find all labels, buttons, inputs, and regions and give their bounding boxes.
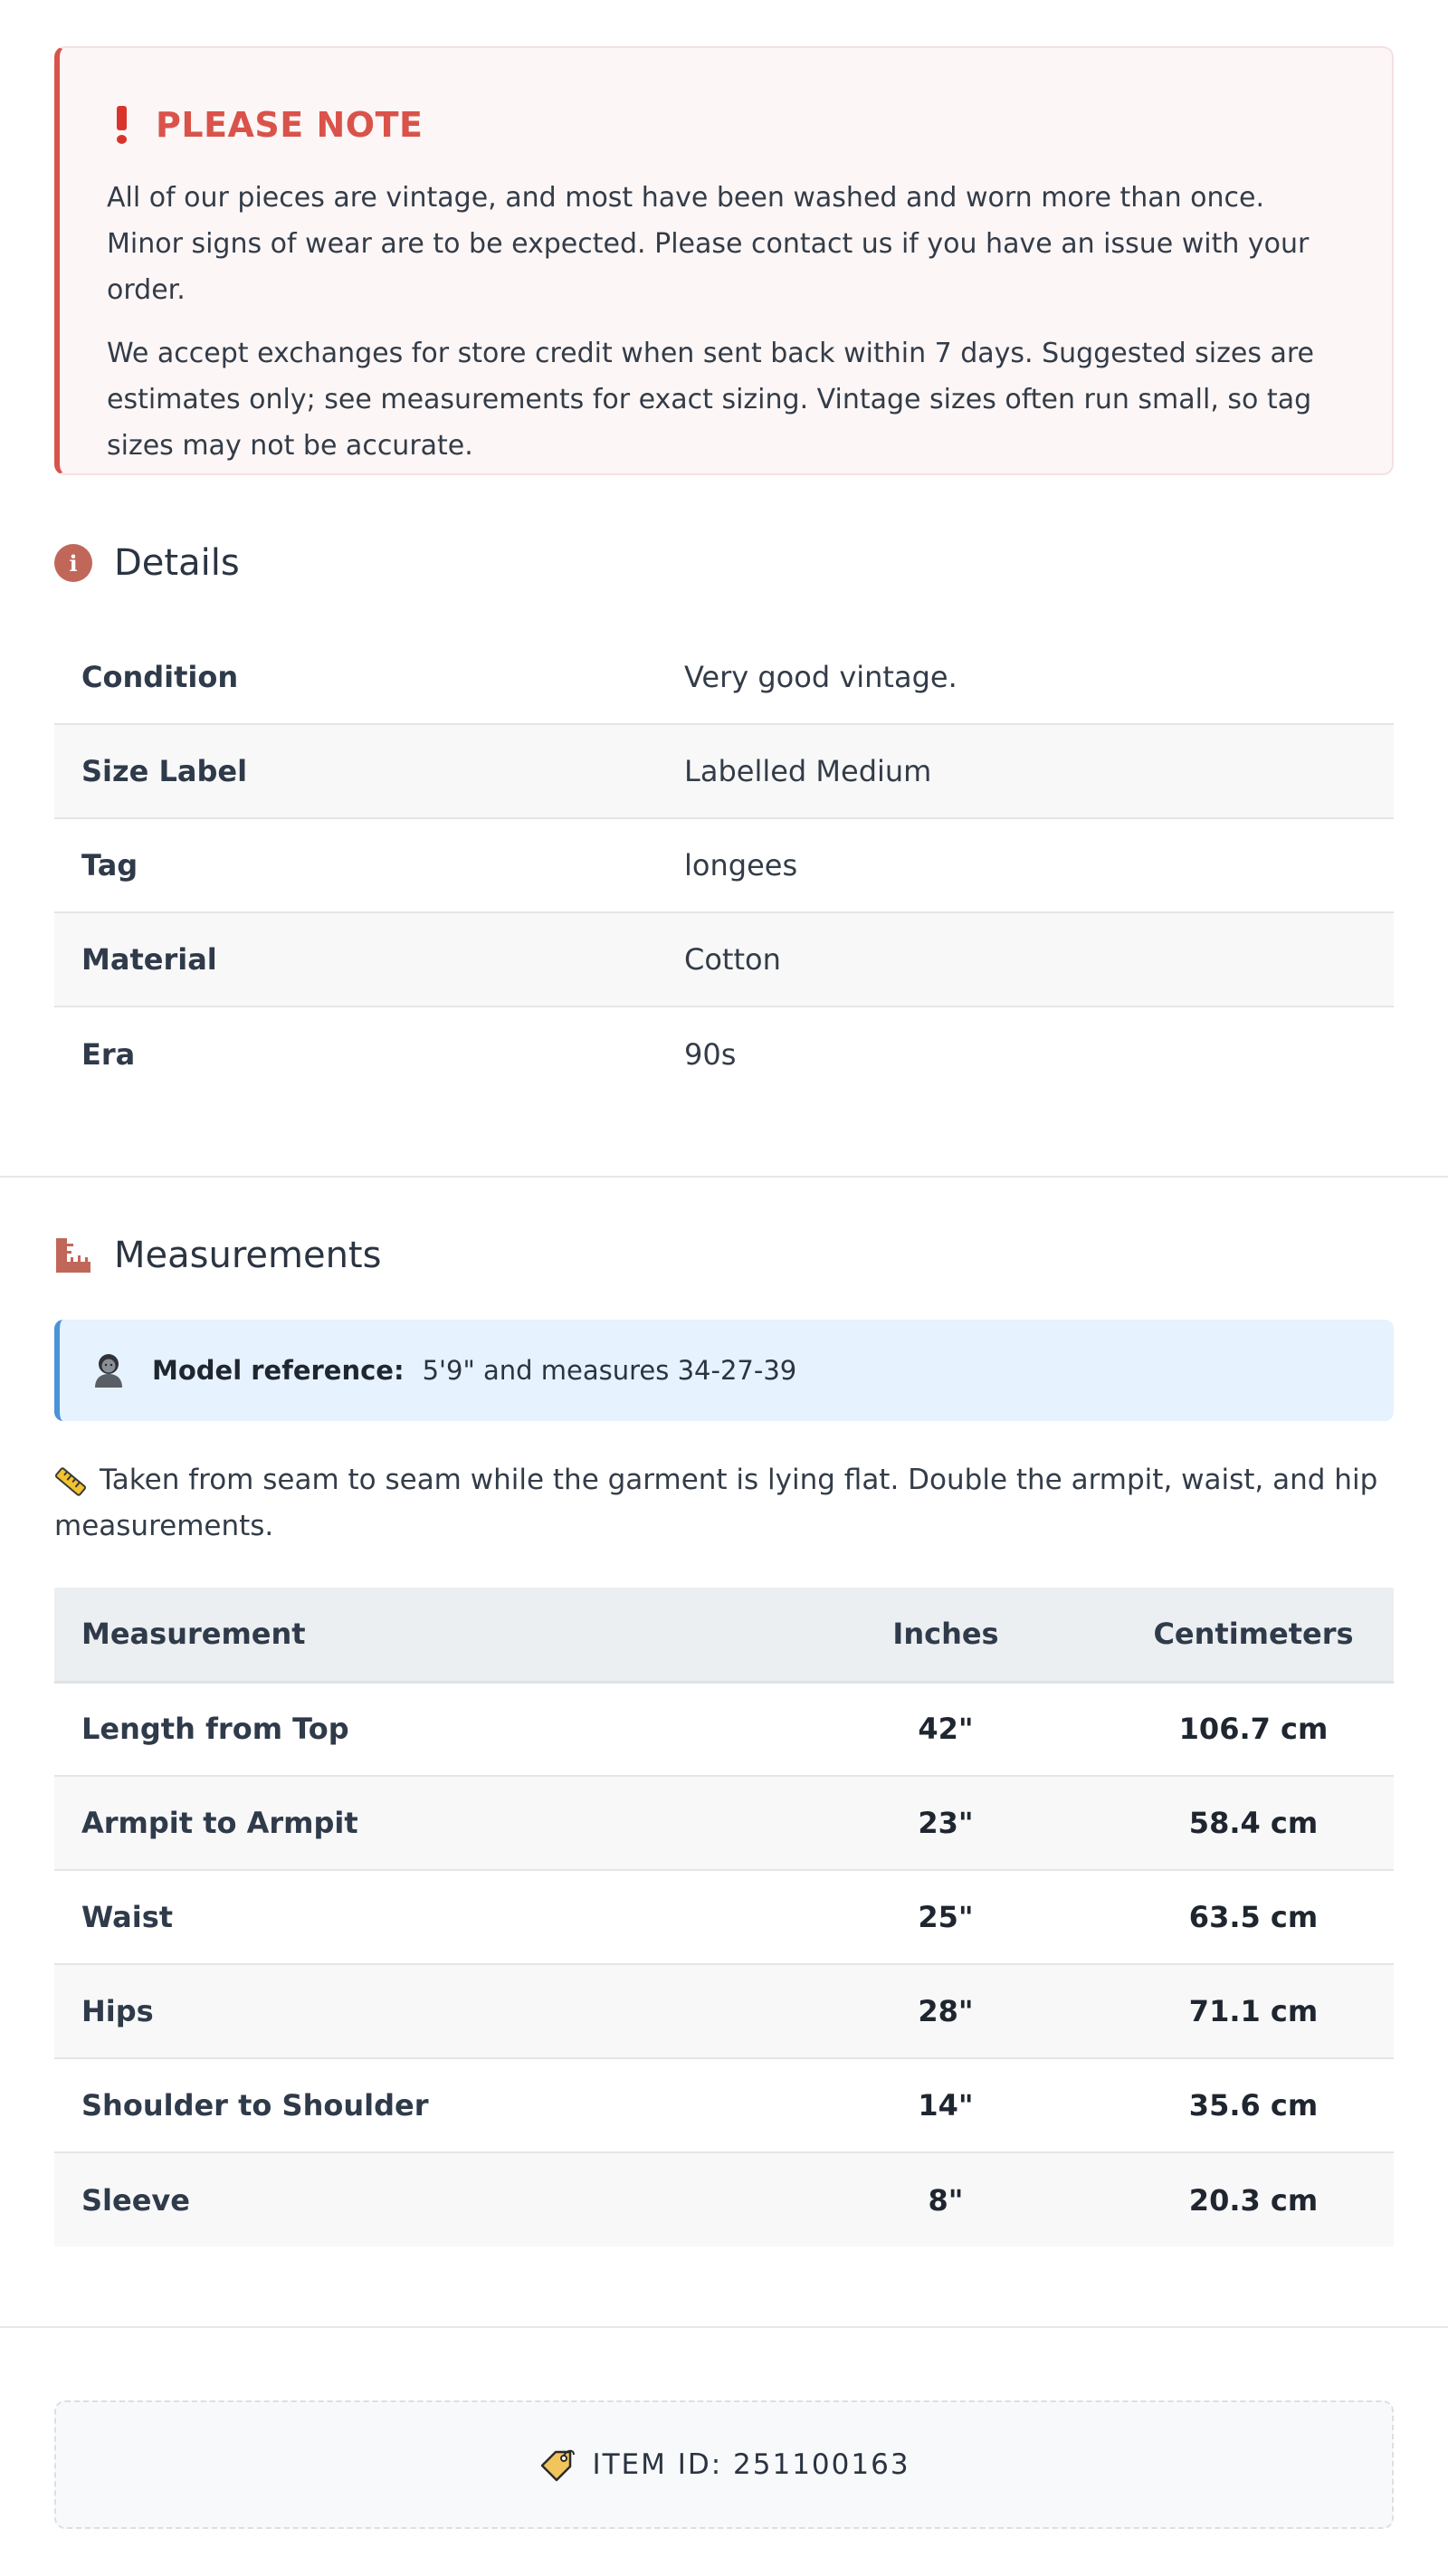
tag-icon [538,2446,576,2484]
details-row [54,818,1394,912]
measurement-inches: 14" [918,2088,974,2123]
detail-value: 90s [684,1036,737,1072]
item-id-box [54,2400,1394,2529]
measurement-name: Waist [81,1900,174,1934]
section-divider [0,1176,1448,1178]
column-header: Measurement [81,1617,306,1652]
measurement-cm: 20.3 cm [1188,2182,1319,2218]
details-heading [54,542,240,584]
item-id-text: ITEM ID: 251100163 [592,2448,910,2481]
measurement-cm: 35.6 cm [1188,2088,1319,2123]
exclamation-icon [112,106,130,144]
measurements-table [54,1588,1394,2247]
notice-box [54,46,1394,475]
details-row [54,912,1394,1007]
detail-label: Tag [81,848,138,883]
notice-paragraph: We accept exchanges for store credit when sent back within 7 days. Suggested sizes are estimates only; see measurements for exact sizing. Vintage sizes often run small, so tag sizes may not be accurate. [107,338,1315,462]
measurement-name: Armpit to Armpit [81,1806,358,1840]
measurement-cm: 106.7 cm [1178,1712,1329,1747]
table-header-row [54,1588,1394,1682]
detail-label: Size Label [81,754,248,788]
measurement-name: Length from Top [81,1712,349,1747]
column-header: Inches [892,1617,999,1652]
model-reference [54,1320,1394,1421]
measurement-inches: 23" [918,1806,974,1840]
notice-header [107,100,1345,149]
detail-value: Labelled Medium [684,754,932,788]
table-row [54,1964,1394,2058]
measurements-title: Measurements [114,1235,382,1276]
measurement-inches: 25" [918,1900,974,1934]
model-reference-label: Model reference: [152,1355,405,1386]
measurement-name: Hips [81,1994,154,2028]
model-reference-value: 5'9" and measures 34-27-39 [422,1355,797,1386]
person-icon [92,1353,125,1388]
measurement-inches: 42" [918,1712,974,1747]
details-row [54,724,1394,818]
measurement-cm: 63.5 cm [1188,1900,1319,1934]
details-table [54,630,1394,1101]
measurement-name: Sleeve [81,2182,190,2218]
table-row [54,1870,1394,1964]
detail-label: Era [81,1036,136,1072]
notice-title: PLEASE NOTE [156,105,424,145]
table-row [54,2152,1394,2247]
table-row [54,2058,1394,2152]
detail-value: longees [684,848,798,883]
details-row [54,630,1394,724]
column-header: Centimeters [1153,1617,1354,1652]
info-icon: i [54,544,92,582]
measurement-inches: 8" [928,2182,964,2218]
table-row [54,1776,1394,1870]
detail-label: Condition [81,659,239,694]
measurement-name: Shoulder to Shoulder [81,2088,429,2123]
measurement-inches: 28" [918,1994,974,2028]
details-row [54,1007,1394,1101]
ruler-icon [54,1236,92,1274]
notice-paragraph: All of our pieces are vintage, and most have been washed and worn more than once. Minor signs of wear are to be expected. Please contact us if you have an issue with your order. [107,182,1310,306]
detail-label: Material [81,942,217,977]
measurement-cm: 71.1 cm [1188,1994,1319,2028]
measurement-instruction [54,1457,1394,1550]
detail-value: Very good vintage. [684,659,957,694]
measurement-cm: 58.4 cm [1188,1806,1319,1840]
pencil-ruler-icon [54,1465,87,1498]
detail-value: Cotton [684,942,781,977]
instruction-text: Taken from seam to seam while the garment is lying flat. Double the armpit, waist, and hip measurements. [54,1464,1378,1542]
section-divider [0,2326,1448,2328]
table-row [54,1682,1394,1776]
details-title: Details [114,542,240,584]
measurements-heading [54,1235,381,1276]
